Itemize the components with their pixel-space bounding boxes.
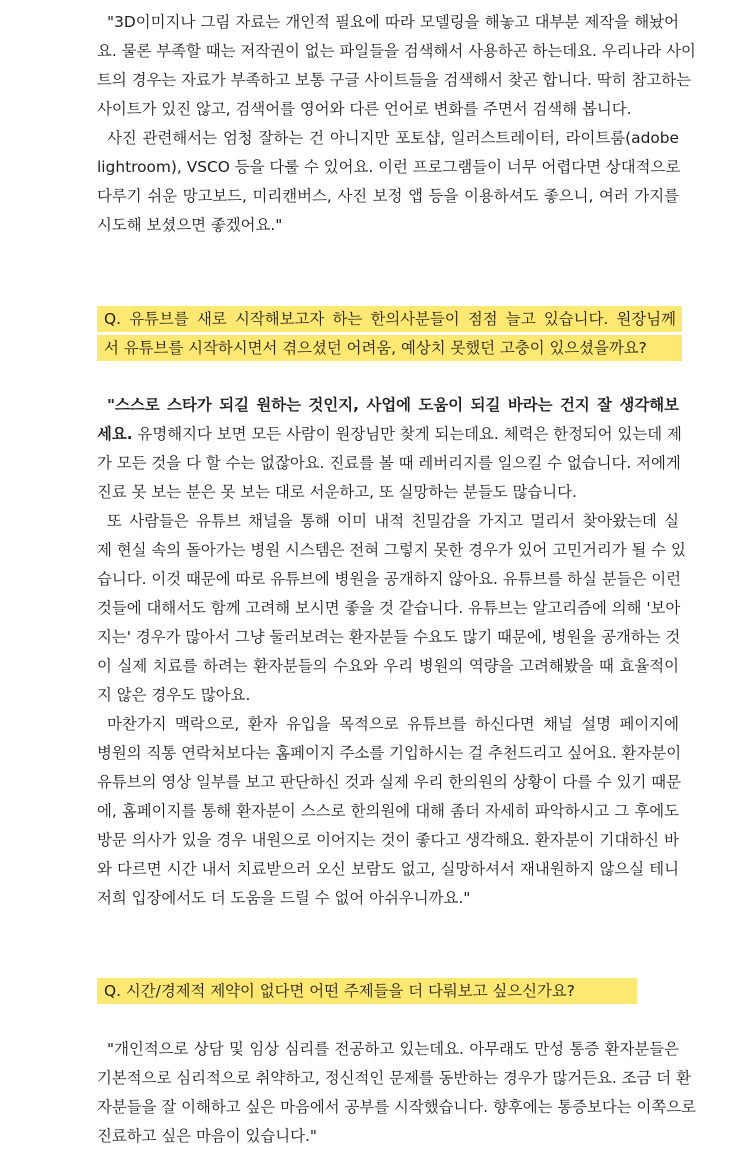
question-2-line: 서 유튜브를 시작하시면서 겪으셨던 어려움, 예상치 못했던 고충이 있으셨을까요?: [97, 335, 682, 361]
answer-2-line: 지 않은 경우도 많아요.: [97, 686, 251, 704]
answer-1: [97, 8, 696, 240]
answer-2-line: 제 현실 속의 돌아가는 병원 시스템은 전혀 그렇지 못한 경우가 있어 고민거리가 될 수 있: [97, 541, 686, 559]
answer-2-line: 저희 입장에서도 더 도움을 드릴 수 없어 아쉬우니까요.": [97, 889, 471, 907]
answer-2-line: 또 사람들은 유튜브 채널을 통해 이미 내적 친밀감을 가지고 멀리서 찾아왔는데 실: [107, 512, 679, 530]
answer-3-line: "개인적으로 상담 및 임상 심리를 전공하고 있는데요. 아무래도 만성 통증 환자분들은: [107, 1040, 679, 1058]
answer-2-line: 것들에 대해서도 함께 고려해 보시면 좋을 것 같습니다. 유튜브는 알고리즘에 의해 '보아: [97, 599, 681, 617]
answer-2-line: 에, 홈페이지를 통해 환자분이 스스로 한의원에 대해 좀더 자세히 파악하시고 그 후에도: [97, 802, 679, 820]
answer-3-line: 진료하고 싶은 마음이 있습니다.": [97, 1127, 317, 1145]
answer-3: [97, 1035, 697, 1151]
answer-2-line: 마찬가지 맥락으로, 환자 유입을 목적으로 유튜브를 하신다면 채널 설명 페이지에: [107, 715, 679, 733]
answer-2-line: 와 다르면 시간 내서 치료받으러 오신 보람도 없고, 실망하셔서 재내원하지 않으실 테니: [97, 860, 679, 878]
answer-1-line: 사진 관련해서는 엄청 잘하는 건 아니지만 포토샵, 일러스트레이터, 라이트룸(adobe: [107, 129, 679, 147]
answer-2-line: 이 실제 치료를 하려는 환자분들의 수요와 우리 병원의 역량을 고려해봤을 때 효율적이: [97, 657, 679, 675]
answer-2-line: 병원의 직통 연락처보다는 홈페이지 주소를 기입하시는 걸 추천드리고 싶어요. 환자분이: [97, 744, 682, 762]
answer-2-line: 가 모든 것을 다 할 수는 없잖아요. 진료를 볼 때 레버리지를 일으킬 수 없습니다. 저에게: [97, 454, 681, 472]
answer-2-line-rest: 유명해지다 보면 모든 사람이 원장님만 찾게 되는데요. 체력은 한정되어 있는데 제: [132, 425, 682, 443]
answer-3-line: 자분들을 잘 이해하고 싶은 마음에서 공부를 시작했습니다. 향후에는 통증보다는 이쪽으로: [97, 1098, 697, 1116]
answer-2-bold-tail: 세요.: [97, 425, 133, 443]
answer-2-line: 진료 못 보는 분은 못 보는 대로 서운하고, 또 실망하는 분들도 많습니다.: [97, 483, 577, 501]
answer-1-line: 사이트가 있진 않고, 검색어를 영어와 다른 언어로 변화를 주면서 검색해 봅니다.: [97, 100, 632, 118]
answer-1-line: 트의 경우는 자료가 부족하고 보통 구글 사이트들을 검색해서 찾곤 합니다. 딱히 참고하는: [97, 71, 691, 89]
answer-2: [97, 391, 686, 913]
answer-2-line: 유튜브의 영상 일부를 보고 판단하신 것과 실제 우리 한의원의 상황이 다를 수 있기 때문: [97, 773, 681, 791]
answer-1-line: 요. 물론 부족할 때는 저작권이 없는 파일들을 검색해서 사용하곤 하는데요. 우리나라 사이: [97, 42, 696, 60]
answer-2-bold-lead: "스스로 스타가 되길 원하는 것인지, 사업에 도움이 되길 바라는 건지 잘 생각해보: [107, 396, 679, 414]
question-3-line: Q. 시간/경제적 제약이 없다면 어떤 주제들을 더 다뤄보고 싶으신가요?: [97, 978, 637, 1004]
answer-2-line: 방문 의사가 있을 경우 내원으로 이어지는 것이 좋다고 생각해요. 환자분이 기대하신 바: [97, 831, 679, 849]
answer-1-line: lightroom), VSCO 등을 다룰 수 있어요. 이런 프로그램들이 너무 어렵다면 상대적으로: [97, 158, 681, 176]
answer-1-line: 다루기 쉬운 망고보드, 미리캔버스, 사진 보정 앱 등을 이용하셔도 좋으니, 여러 가지를: [97, 187, 679, 205]
answer-1-line: "3D이미지나 그림 자료는 개인적 필요에 따라 모델링을 해놓고 대부분 제작을 해놨어: [107, 13, 679, 31]
answer-3-line: 기본적으로 심리적으로 취약하고, 정신적인 문제를 동반하는 경우가 많거든요. 조금 더 환: [97, 1069, 691, 1087]
question-2-line: Q. 유튜브를 새로 시작해보고자 하는 한의사분들이 점점 늘고 있습니다. 원장님께: [97, 306, 682, 332]
answer-2-line: 지는' 경우가 많아서 그냥 둘러보려는 환자분들 수요도 많기 때문에, 병원을 공개하는 것: [97, 628, 681, 646]
answer-2-line: 습니다. 이것 때문에 따로 유튜브에 병원을 공개하지 않아요. 유튜브를 하실 분들은 이런: [97, 570, 681, 588]
question-2-highlight: [97, 306, 682, 364]
question-3-highlight: [97, 978, 637, 1007]
answer-1-line: 시도해 보셨으면 좋겠어요.": [97, 216, 283, 234]
answer-2-line: [97, 420, 682, 449]
